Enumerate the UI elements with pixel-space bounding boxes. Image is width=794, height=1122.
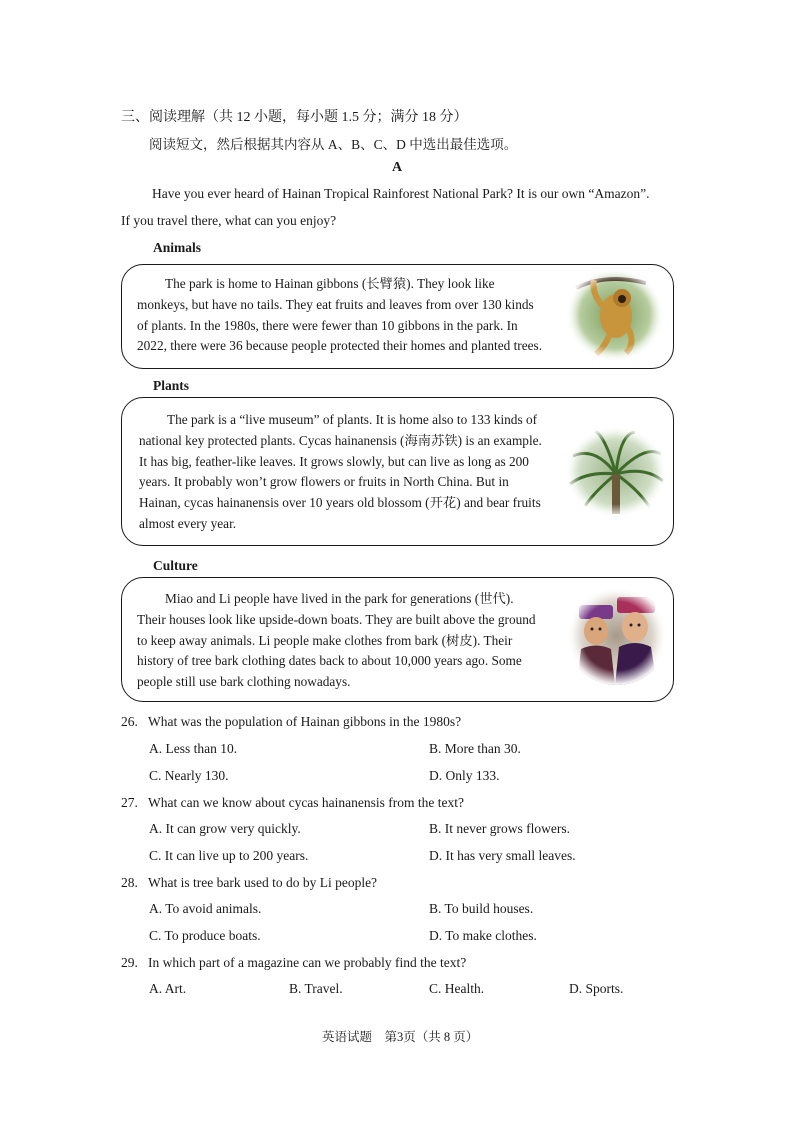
- plants-line: national key protected plants. Cycas hainanensis (海南苏铁) is an example.: [139, 432, 542, 448]
- option-28-c[interactable]: C. To produce boats.: [149, 928, 261, 943]
- culture-text: [137, 589, 536, 693]
- plants-line: almost every year.: [139, 515, 237, 531]
- animals-line: 2022, there were 36 because people protected their homes and planted trees.: [137, 338, 543, 354]
- culture-line: history of tree bark clothing dates back to about 10,000 years ago. Some: [137, 653, 522, 669]
- option-29-d[interactable]: D. Sports.: [569, 981, 624, 996]
- culture-heading: Culture: [153, 558, 198, 573]
- plants-line: years. It probably won’t grow flowers or fruits in North China. But in: [139, 474, 509, 490]
- option-27-d[interactable]: D. It has very small leaves.: [429, 848, 576, 863]
- question-27: [121, 795, 464, 811]
- miao-li-people-photo: [567, 587, 667, 685]
- question-text: What is tree bark used to do by Li people?: [148, 875, 378, 890]
- question-text: In which part of a magazine can we probably find the text?: [148, 955, 467, 970]
- question-number: 27.: [121, 795, 138, 810]
- plants-heading: Plants: [153, 378, 190, 393]
- animals-line: of plants. In the 1980s, there were fewer than 10 gibbons in the park. In: [137, 317, 518, 333]
- question-number: 26.: [121, 714, 138, 729]
- question-29: [121, 955, 466, 971]
- plants-text: [139, 410, 542, 535]
- gibbon-photo: [566, 268, 664, 362]
- animals-heading: Animals: [153, 240, 202, 255]
- option-27-b[interactable]: B. It never grows flowers.: [429, 821, 570, 836]
- plants-line: Hainan, cycas hainanensis over 10 years old blossom (开花) and bear fruits: [139, 495, 541, 511]
- section-title: 三、阅读理解（共 12 小题，每小题 1.5 分；满分 18 分）: [121, 110, 468, 125]
- option-27-a[interactable]: A. It can grow very quickly.: [149, 821, 301, 836]
- plants-line: The park is a “live museum” of plants. It is home also to 133 kinds of: [167, 412, 538, 427]
- passage-intro-line-1: Have you ever heard of Hainan Tropical Rainforest National Park? It is our own “Amazon”.: [152, 186, 650, 201]
- animals-text: [137, 274, 542, 357]
- option-28-a[interactable]: A. To avoid animals.: [149, 901, 262, 916]
- culture-line: Miao and Li people have lived in the park for generations (世代).: [165, 591, 514, 606]
- section-instruction: 阅读短文，然后根据其内容从 A、B、C、D 中选出最佳选项。: [149, 137, 518, 152]
- question-number: 28.: [121, 875, 138, 890]
- cycas-photo: [565, 426, 667, 518]
- question-26: [121, 714, 461, 730]
- option-29-b[interactable]: B. Travel.: [289, 981, 343, 996]
- culture-line: Their houses look like upside-down boats. They are built above the ground: [137, 611, 536, 627]
- plants-line: It has big, feather-like leaves. It grows slowly, but can live as long as 200: [139, 453, 529, 469]
- option-29-c[interactable]: C. Health.: [429, 981, 485, 996]
- option-28-d[interactable]: D. To make clothes.: [429, 928, 537, 943]
- page-footer: 英语试题 第3页（共 8 页）: [322, 1030, 479, 1044]
- option-26-a[interactable]: A. Less than 10.: [149, 741, 238, 756]
- option-26-d[interactable]: D. Only 133.: [429, 768, 500, 783]
- animals-line: The park is home to Hainan gibbons (长臂猿). They look like: [165, 276, 495, 291]
- animals-line: monkeys, but have no tails. They eat fruits and leaves from over 130 kinds: [137, 296, 534, 312]
- option-29-a[interactable]: A. Art.: [149, 981, 187, 996]
- passage-label: A: [392, 160, 403, 175]
- question-28: [121, 875, 377, 891]
- question-text: What was the population of Hainan gibbons in the 1980s?: [148, 714, 462, 729]
- question-text: What can we know about cycas hainanensis from the text?: [148, 795, 465, 810]
- option-27-c[interactable]: C. It can live up to 200 years.: [149, 848, 309, 863]
- question-number: 29.: [121, 955, 138, 970]
- option-26-b[interactable]: B. More than 30.: [429, 741, 521, 756]
- culture-line: people still use bark clothing nowadays.: [137, 674, 351, 690]
- option-26-c[interactable]: C. Nearly 130.: [149, 768, 229, 783]
- passage-intro-line-2: If you travel there, what can you enjoy?: [121, 213, 337, 228]
- culture-line: to keep away animals. Li people make clothes from bark (树皮). Their: [137, 632, 513, 648]
- option-28-b[interactable]: B. To build houses.: [429, 901, 534, 916]
